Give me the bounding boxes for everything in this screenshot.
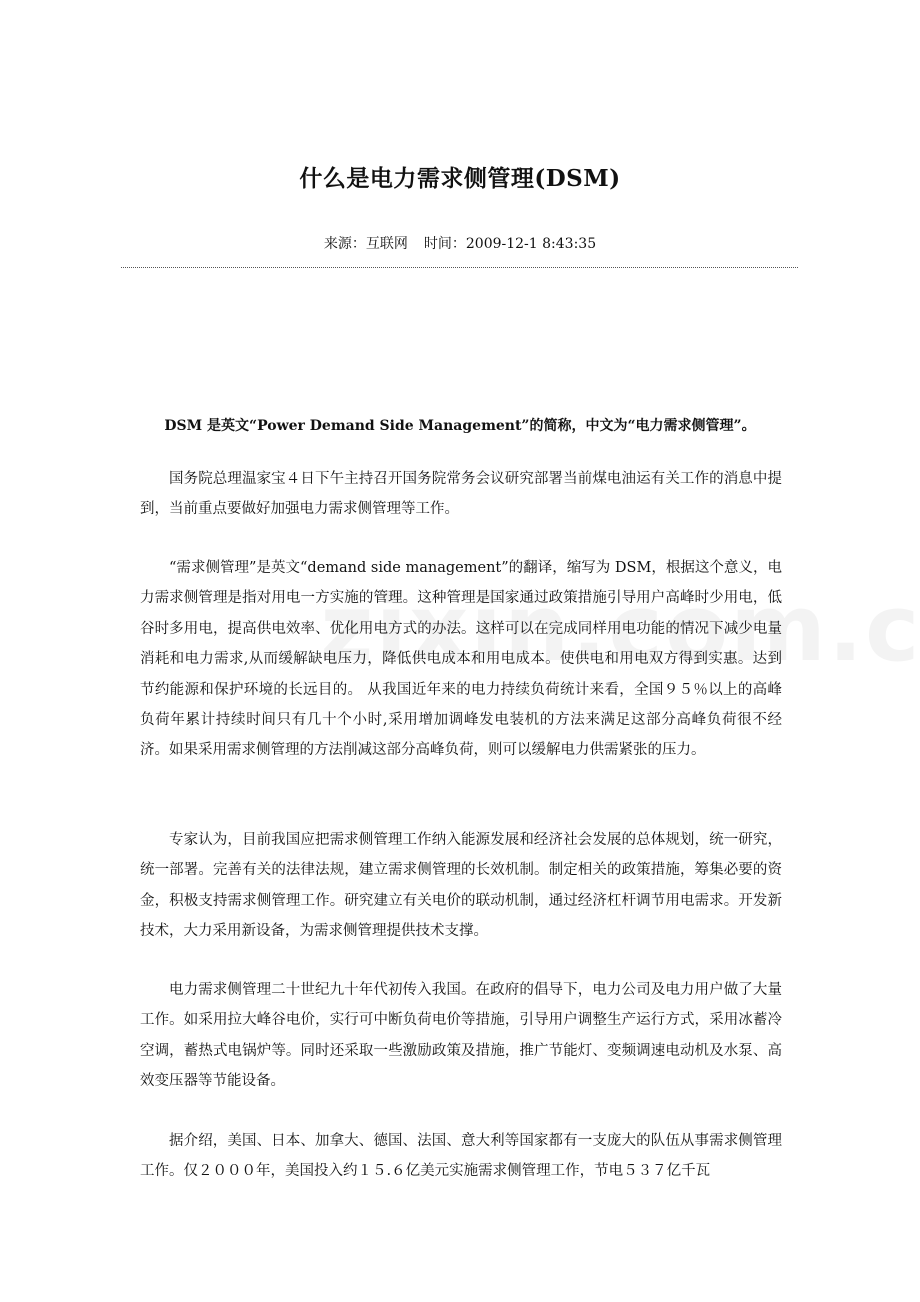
lead-sentence: DSM 是英文“Power Demand Side Management”的简称，中文为“电力需求侧管理”。: [164, 418, 756, 434]
time-label: 时间：2009-12-1 8:43:35: [423, 236, 597, 252]
page-title: 什么是电力需求侧管理(DSM): [299, 165, 621, 192]
body-paragraph-1: 国务院总理温家宝４日下午主持召开国务院常务会议研究部署当前煤电油运有关工作的消息中提到，当前重点要做好加强电力需求侧管理等工作。: [140, 471, 782, 518]
source-label: 来源：互联网: [323, 236, 408, 252]
dotted-divider: [121, 267, 798, 268]
body-paragraph-3: 专家认为，目前我国应把需求侧管理工作纳入能源发展和经济社会发展的总体规划，统一研究，统一部署。完善有关的法律法规，建立需求侧管理的长效机制。制定相关的政策措施，筹集必要的资金，积极支持需求侧管理工作。研究建立有关电价的联动机制，通过经济杠杆调节用电需求。开发新技术，大力采用新设备，为需求侧管理提供技术支撑。: [140, 832, 782, 940]
body-paragraph-4: 电力需求侧管理二十世纪九十年代初传入我国。在政府的倡导下，电力公司及电力用户做了大量工作。如采用拉大峰谷电价，实行可中断负荷电价等措施，引导用户调整生产运行方式，采用冰蓄冷空调，蓄热式电锅炉等。同时还采取一些激励政策及措施，推广节能灯、变频调速电动机及水泵、高效变压器等节能设备。: [140, 982, 782, 1090]
body-paragraph-5: 据介绍，美国、日本、加拿大、德国、法国、意大利等国家都有一支庞大的队伍从事需求侧管理工作。仅２０００年，美国投入约１５.６亿美元实施需求侧管理工作，节电５３７亿千瓦: [140, 1133, 782, 1180]
article-meta: [0, 233, 920, 253]
body-paragraph-2: “需求侧管理”是英文“demand side management”的翻译，缩写为 DSM，根据这个意义，电力需求侧管理是指对用电一方实施的管理。这种管理是国家通过政策措施引导用户高峰时少用电，低谷时多用电，提高供电效率、优化用电方式的办法。这样可以在完成同样用电功能的情况下减少电量消耗和电力需求,从而缓解缺电压力，降低供电成本和用电成本。使供电和用电双方得到实惠。达到节约能源和保护环境的长远目的。 从我国近年来的电力持续负荷统计来看，全国９５％以上的高峰负荷年累计持续时间只有几十个小时,采用增加调峰发电装机的方法来满足这部分高峰负荷很不经济。如果采用需求侧管理的方法削减这部分高峰负荷，则可以缓解电力供需紧张的压力。: [140, 560, 782, 759]
